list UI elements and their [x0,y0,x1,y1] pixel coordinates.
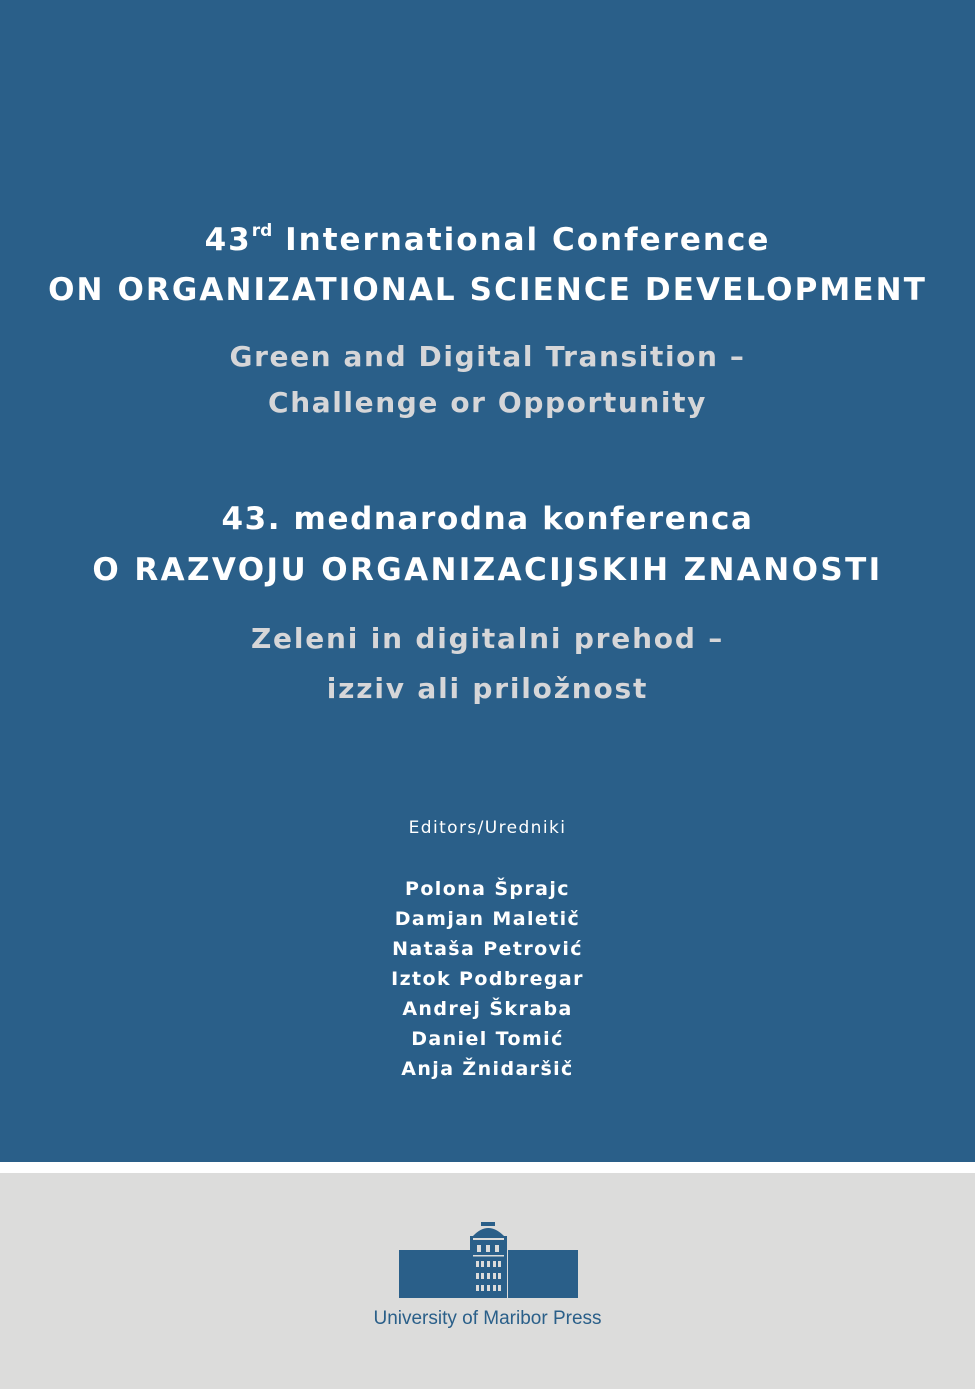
title-number: 43 [204,222,252,258]
slovene-title-line-1: 43. mednarodna konferenca [221,501,754,537]
slovene-subtitle-line-1: Zeleni in digitalni prehod – [250,622,725,655]
english-title-line-2: ON ORGANIZATIONAL SCIENCE DEVELOPMENT [48,272,927,308]
english-subtitle-line-1: Green and Digital Transition – [229,340,746,373]
title-ordinal: rd [251,221,273,241]
title-line-1-rest: International Conference [272,222,771,258]
editor-name: Damjan Maletič [394,908,581,930]
english-title-line-1 [0,222,975,258]
slovene-title-line-2: O RAZVOJU ORGANIZACIJSKIH ZNANOSTI [92,552,883,588]
editor-name: Daniel Tomić [411,1028,564,1050]
editor-name: Andrej Škraba [402,998,573,1020]
publisher-name: University of Maribor Press [373,1308,602,1329]
editors-label: Editors/Uredniki [408,818,567,838]
editor-name: Iztok Podbregar [391,968,584,990]
university-building-icon [390,1218,586,1310]
slovene-subtitle-line-2: izziv ali priložnost [326,672,649,705]
english-subtitle-line-2: Challenge or Opportunity [268,386,707,419]
white-divider [0,1162,975,1173]
editor-name: Polona Šprajc [405,878,570,900]
editor-name: Anja Žnidaršič [401,1058,574,1080]
editor-name: Nataša Petrović [392,938,583,960]
editor-list [0,874,975,1084]
